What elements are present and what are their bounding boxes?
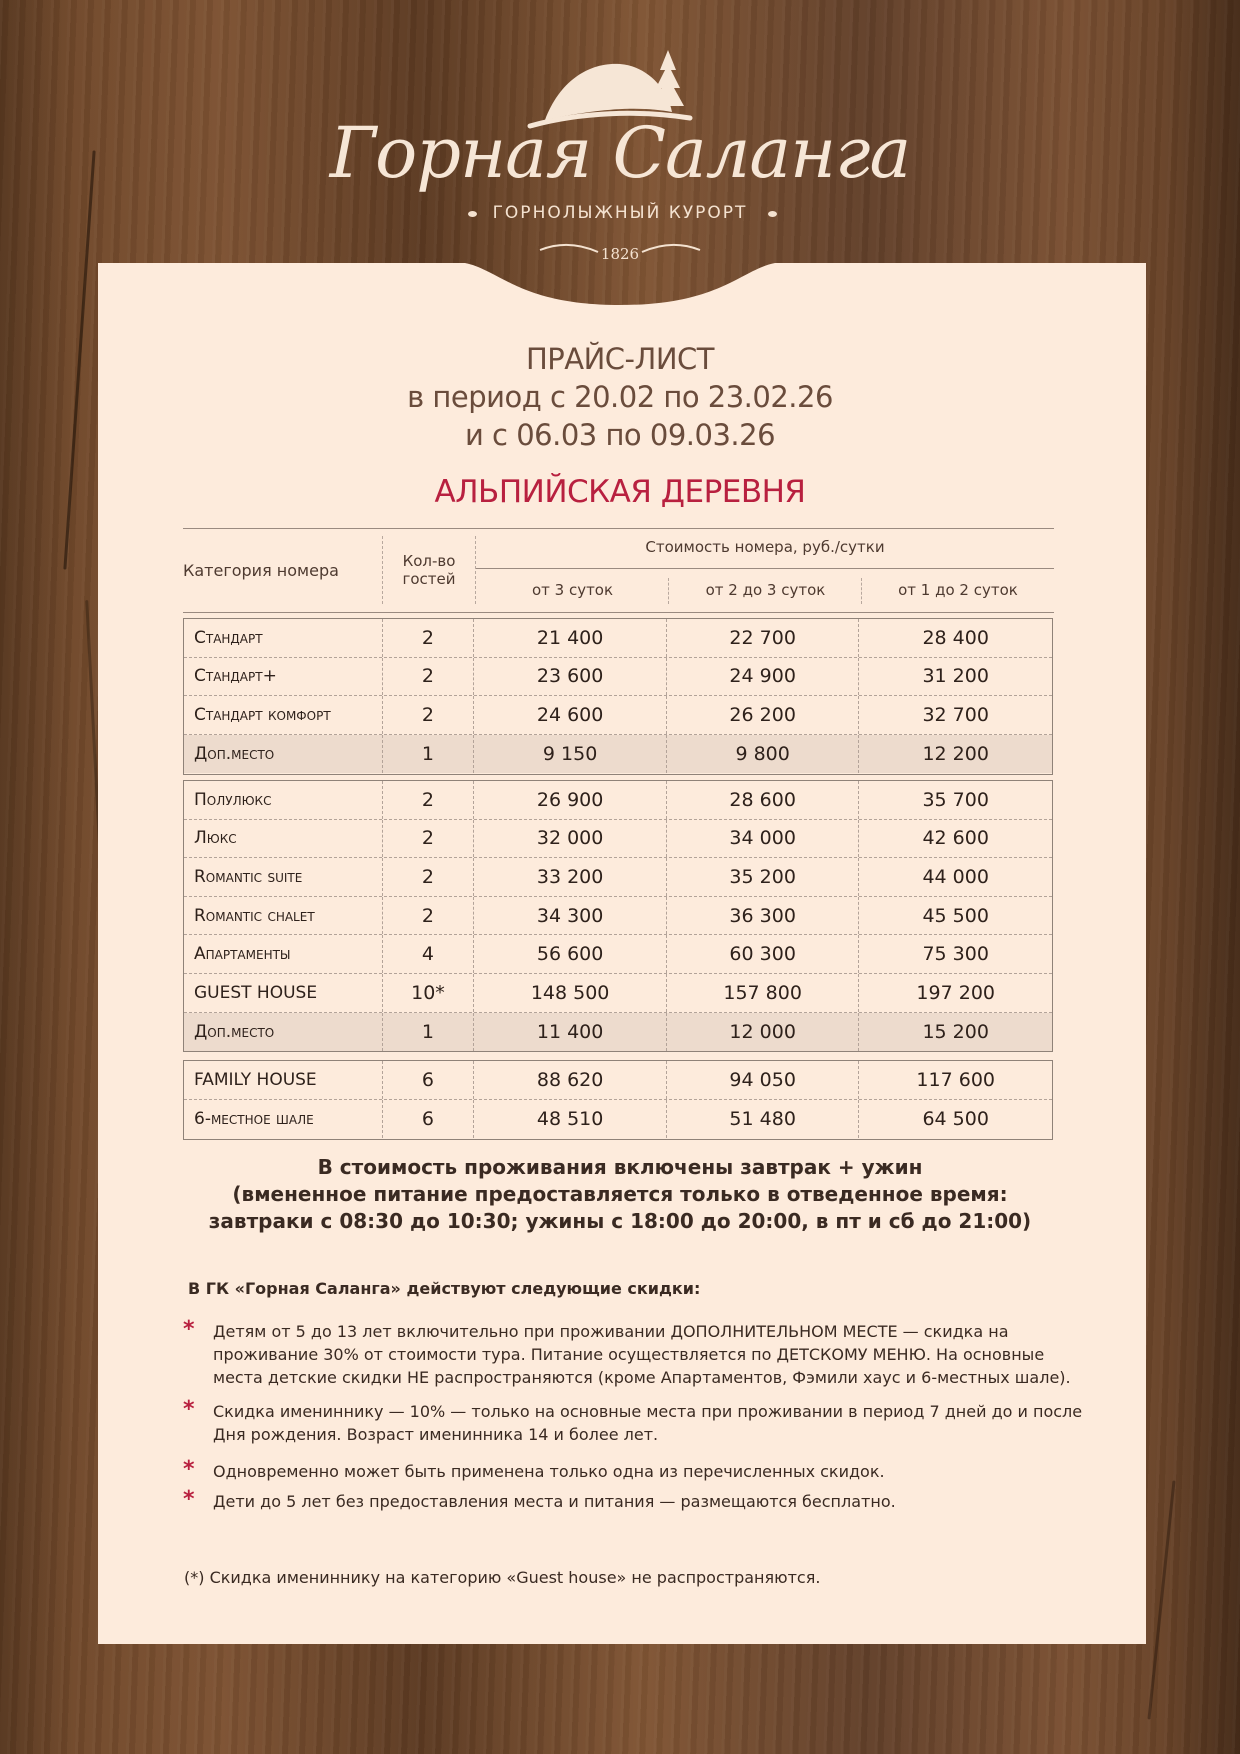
price-3plus-nights: 88 620 bbox=[474, 1061, 667, 1099]
room-category: Доп.место bbox=[184, 1013, 383, 1052]
room-category: Люкс bbox=[184, 820, 383, 858]
room-guests: 2 bbox=[383, 619, 475, 657]
section-title: АЛЬПИЙСКАЯ ДЕРЕВНЯ bbox=[434, 474, 806, 510]
room-guests: 2 bbox=[383, 897, 475, 935]
discount-item bbox=[183, 1397, 1088, 1446]
room-row bbox=[184, 820, 1052, 859]
discount-item bbox=[183, 1457, 1088, 1483]
room-category: Апартаменты bbox=[184, 935, 383, 973]
price-2-3-nights: 9 800 bbox=[667, 735, 860, 774]
price-3plus-nights: 33 200 bbox=[474, 858, 667, 896]
meals-note bbox=[0, 1154, 1240, 1235]
price-2-3-nights: 34 000 bbox=[667, 820, 860, 858]
discount-text: Скидка имениннику — 10% — только на основные места при проживании в период 7 дней до и после Дня рождения. Возраст именинника 14 и более лет. bbox=[213, 1402, 1083, 1444]
room-category: Стандарт комфорт bbox=[184, 696, 383, 734]
price-2-3-nights: 26 200 bbox=[667, 696, 860, 734]
price-1-2-nights: 44 000 bbox=[922, 865, 989, 888]
brand-year: 1826 bbox=[600, 245, 640, 263]
room-category: Стандарт+ bbox=[184, 658, 383, 696]
price-2-3-nights: 35 200 bbox=[667, 858, 860, 896]
discount-item bbox=[183, 1487, 1088, 1513]
price-2-3-nights: 24 900 bbox=[667, 658, 860, 696]
room-category: Romantic chalet bbox=[184, 897, 383, 935]
discount-text: Детям от 5 до 13 лет включительно при проживании ДОПОЛНИТЕЛЬНОМ МЕСТЕ — скидка на проживание 30% от стоимости тура. Питание осуществляется по ДЕТСКОМУ МЕНЮ. На основные места детские скидки НЕ распространяются (кроме Апартаментов, Фэмили хаус и 6-местных шале). bbox=[213, 1322, 1071, 1387]
price-list-title bbox=[0, 340, 1240, 454]
discounts-title: В ГК «Горная Саланга» действуют следующие скидки: bbox=[188, 1279, 701, 1298]
price-1-2-nights: 64 500 bbox=[922, 1107, 989, 1130]
room-guests: 6 bbox=[383, 1100, 475, 1139]
room-guests: 2 bbox=[383, 858, 475, 896]
price-3plus-nights: 34 300 bbox=[474, 897, 667, 935]
asterisk-icon: * bbox=[183, 1317, 195, 1342]
header-bottom-line bbox=[183, 612, 1054, 613]
price-1-2-nights: 75 300 bbox=[922, 943, 989, 966]
price-1-2-nights: 117 600 bbox=[916, 1068, 995, 1091]
header-price: Стоимость номера, руб./сутки bbox=[645, 538, 885, 556]
header-period-1: от 3 суток bbox=[531, 581, 614, 599]
room-group-3 bbox=[183, 1060, 1053, 1140]
price-1-2-nights: 28 400 bbox=[922, 626, 989, 649]
room-group-1 bbox=[183, 618, 1053, 775]
room-category: GUEST HOUSE bbox=[184, 974, 383, 1012]
price-3plus-nights: 148 500 bbox=[474, 974, 667, 1012]
room-category: FAMILY HOUSE bbox=[184, 1061, 383, 1099]
discount-text: Одновременно может быть применена только одна из перечисленных скидок. bbox=[213, 1462, 885, 1481]
room-row bbox=[184, 897, 1052, 936]
extra-bed-row bbox=[184, 735, 1052, 774]
price-1-2-nights: 32 700 bbox=[922, 703, 989, 726]
price-1-2-nights: 31 200 bbox=[922, 665, 989, 688]
room-category: Romantic suite bbox=[184, 858, 383, 896]
room-row bbox=[184, 1061, 1052, 1100]
price-3plus-nights: 56 600 bbox=[474, 935, 667, 973]
discount-item bbox=[183, 1317, 1088, 1389]
extra-bed-row bbox=[184, 1013, 1052, 1052]
room-group-2 bbox=[183, 780, 1053, 1052]
room-category: Доп.место bbox=[184, 735, 383, 774]
price-3plus-nights: 9 150 bbox=[474, 735, 667, 774]
brand-name: Горная Саланга bbox=[329, 112, 911, 194]
price-3plus-nights: 24 600 bbox=[474, 696, 667, 734]
discount-text: Дети до 5 лет без предоставления места и питания — размещаются бесплатно. bbox=[213, 1492, 896, 1511]
meals-note-line-3: завтраки с 08:30 до 10:30; ужины с 18:00 до 20:00, в пт и сб до 21:00) bbox=[208, 1209, 1032, 1233]
price-2-3-nights: 157 800 bbox=[667, 974, 860, 1012]
room-category: 6-местное шале bbox=[184, 1100, 383, 1139]
room-category: Полулюкс bbox=[184, 781, 383, 819]
room-guests: 1 bbox=[383, 735, 475, 774]
title-line-1: ПРАЙС-ЛИСТ bbox=[525, 342, 714, 376]
price-2-3-nights: 28 600 bbox=[667, 781, 860, 819]
price-2-3-nights: 36 300 bbox=[667, 897, 860, 935]
room-category: Стандарт bbox=[184, 619, 383, 657]
price-2-3-nights: 51 480 bbox=[667, 1100, 860, 1139]
asterisk-icon: * bbox=[183, 1457, 195, 1482]
room-guests: 1 bbox=[383, 1013, 475, 1052]
price-3plus-nights: 23 600 bbox=[474, 658, 667, 696]
asterisk-icon: * bbox=[183, 1487, 195, 1512]
header-period-3: от 1 до 2 суток bbox=[898, 581, 1018, 599]
room-guests: 2 bbox=[383, 781, 475, 819]
price-3plus-nights: 26 900 bbox=[474, 781, 667, 819]
price-2-3-nights: 94 050 bbox=[667, 1061, 860, 1099]
header-period-2: от 2 до 3 суток bbox=[705, 581, 826, 599]
header-guests-2: гостей bbox=[402, 570, 456, 588]
room-guests: 6 bbox=[383, 1061, 475, 1099]
header-mid-line bbox=[476, 568, 1054, 569]
header-guests-1: Кол-во bbox=[402, 552, 456, 570]
room-guests: 2 bbox=[383, 696, 475, 734]
header-category: Категория номера bbox=[183, 561, 339, 580]
price-1-2-nights: 15 200 bbox=[922, 1020, 989, 1043]
room-row bbox=[184, 781, 1052, 820]
room-guests: 2 bbox=[383, 658, 475, 696]
price-1-2-nights: 197 200 bbox=[916, 981, 995, 1004]
title-line-3: и с 06.03 по 09.03.26 bbox=[464, 418, 776, 452]
room-row bbox=[184, 696, 1052, 735]
price-3plus-nights: 11 400 bbox=[474, 1013, 667, 1052]
room-guests: 4 bbox=[383, 935, 475, 973]
price-1-2-nights: 42 600 bbox=[922, 827, 989, 850]
room-row bbox=[184, 974, 1052, 1013]
brand-subtitle: ГОРНОЛЫЖНЫЙ КУРОРТ bbox=[492, 203, 748, 223]
price-3plus-nights: 48 510 bbox=[474, 1100, 667, 1139]
room-row bbox=[184, 619, 1052, 658]
room-row bbox=[184, 858, 1052, 897]
price-1-2-nights: 35 700 bbox=[922, 788, 989, 811]
price-2-3-nights: 12 000 bbox=[667, 1013, 860, 1052]
price-2-3-nights: 60 300 bbox=[667, 935, 860, 973]
meals-note-line-1: В стоимость проживания включены завтрак + ужин bbox=[317, 1155, 923, 1179]
price-2-3-nights: 22 700 bbox=[667, 619, 860, 657]
price-3plus-nights: 21 400 bbox=[474, 619, 667, 657]
room-row bbox=[184, 935, 1052, 974]
price-1-2-nights: 12 200 bbox=[922, 743, 989, 766]
footnote: (*) Скидка имениннику на категорию «Guest house» не распространяются. bbox=[184, 1568, 821, 1587]
room-row bbox=[184, 658, 1052, 697]
price-1-2-nights: 45 500 bbox=[922, 904, 989, 927]
meals-note-line-2: (вмененное питание предоставляется только в отведенное время: bbox=[232, 1182, 1008, 1206]
price-3plus-nights: 32 000 bbox=[474, 820, 667, 858]
header-top-line bbox=[183, 528, 1054, 529]
room-guests: 2 bbox=[383, 820, 475, 858]
room-guests: 10* bbox=[383, 974, 475, 1012]
room-row bbox=[184, 1100, 1052, 1139]
asterisk-icon: * bbox=[183, 1397, 195, 1422]
title-line-2: в период с 20.02 по 23.02.26 bbox=[407, 380, 833, 414]
